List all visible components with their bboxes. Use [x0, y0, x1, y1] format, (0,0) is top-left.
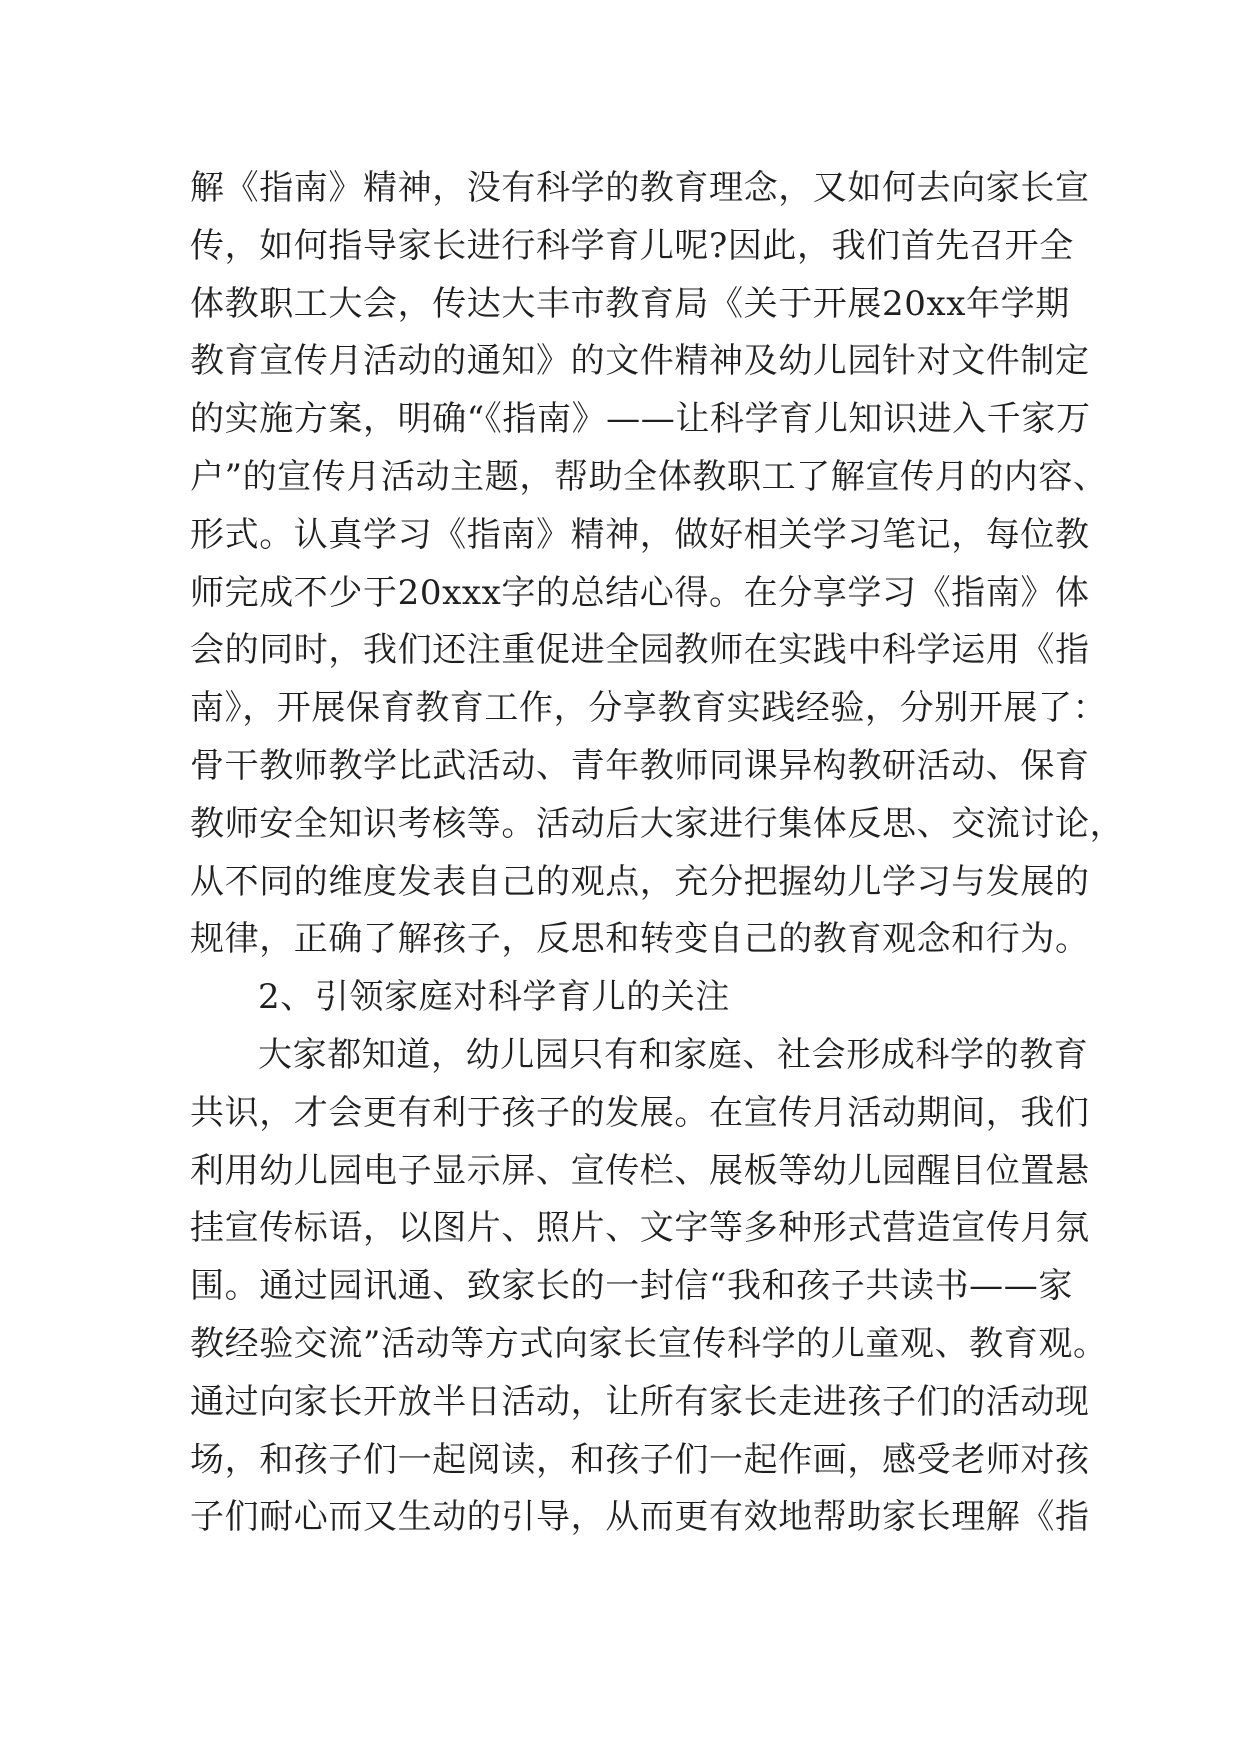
body-line: 教育宣传月活动的通知》的文件精神及幼儿园针对文件制定	[190, 341, 1090, 382]
body-line: 骨干教师教学比武活动、青年教师同课异构教研活动、保育	[190, 745, 1090, 786]
body-line: 师完成不少于20xxx字的总结心得。在分享学习《指南》体	[190, 572, 1090, 613]
body-line: 大家都知道，幼儿园只有和家庭、社会形成科学的教育	[258, 1034, 1089, 1075]
body-line: 解《指南》精神，没有科学的教育理念，又如何去向家长宣	[190, 168, 1090, 208]
body-line: 子们耐心而又生动的引导，从而更有效地帮助家长理解《指	[190, 1497, 1090, 1538]
body-line: 教经验交流”活动等方式向家长宣传科学的儿童观、教育观。	[190, 1323, 1108, 1364]
body-line: 共识，才会更有利于孩子的发展。在宣传月活动期间，我们	[190, 1092, 1090, 1133]
body-line: 传，如何指导家长进行科学育儿呢?因此，我们首先召开全	[190, 225, 1074, 266]
body-line: 利用幼儿园电子显示屏、宣传栏、展板等幼儿园醒目位置悬	[190, 1150, 1090, 1191]
body-line: 场，和孩子们一起阅读，和孩子们一起作画，感受老师对孩	[190, 1439, 1090, 1480]
document-body	[190, 160, 1125, 1547]
body-line: 的实施方案，明确“《指南》——让科学育儿知识进入千家万	[190, 399, 1091, 440]
body-line: 教师安全知识考核等。活动后大家进行集体反思、交流讨论，	[190, 803, 1125, 844]
body-line: 户”的宣传月活动主题，帮助全体教职工了解宣传月的内容、	[190, 456, 1108, 497]
body-line: 体教职工大会，传达大丰市教育局《关于开展20xx年学期	[190, 283, 1070, 324]
body-line: 从不同的维度发表自己的观点，充分把握幼儿学习与发展的	[190, 861, 1090, 902]
body-line: 规律，正确了解孩子，反思和转变自己的教育观念和行为。	[190, 919, 1090, 960]
body-line: 通过向家长开放半日活动，让所有家长走进孩子们的活动现	[190, 1381, 1090, 1422]
body-line: 围。通过园讯通、致家长的一封信“我和孩子共读书——家	[190, 1266, 1073, 1307]
body-line: 挂宣传标语，以图片、照片、文字等多种形式营造宣传月氛	[190, 1208, 1090, 1249]
body-line: 形式。认真学习《指南》精神，做好相关学习笔记，每位教	[190, 514, 1090, 555]
body-line: 南》，开展保育教育工作，分享教育实践经验，分别开展了：	[190, 688, 1108, 729]
section-heading: 2、引领家庭对科学育儿的关注	[258, 977, 731, 1018]
body-line: 会的同时，我们还注重促进全园教师在实践中科学运用《指	[190, 630, 1090, 671]
